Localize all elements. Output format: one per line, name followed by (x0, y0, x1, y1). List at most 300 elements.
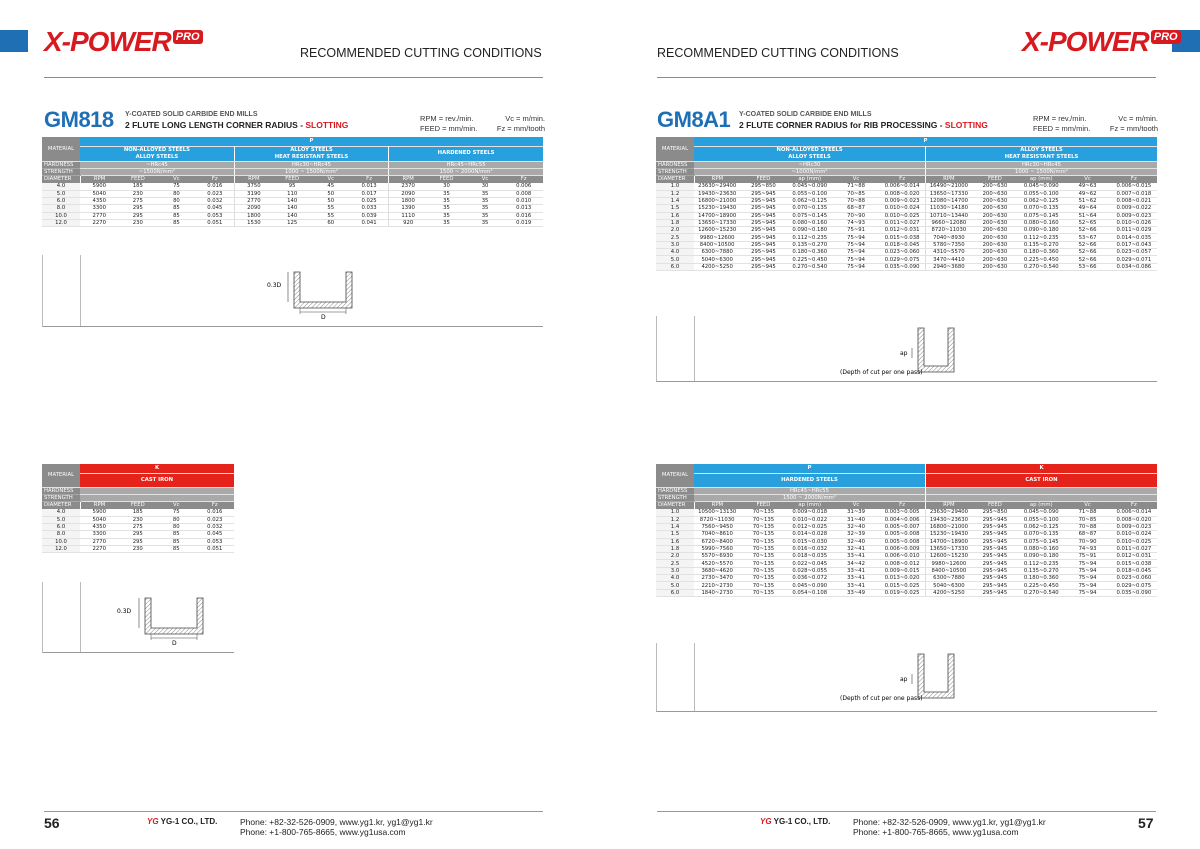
value-cell: 0.017 (350, 190, 389, 197)
value-cell: 49~63 (1064, 183, 1110, 190)
page-number-left: 56 (44, 815, 60, 831)
value-cell: 53~66 (1064, 263, 1110, 270)
ap-label: ap (900, 676, 908, 683)
value-cell: 2370 (389, 183, 428, 190)
diameter-cell: 2.5 (656, 234, 694, 241)
value-cell: 75~94 (1064, 567, 1110, 574)
value-cell: 55 (311, 205, 350, 212)
value-cell: 15230~19430 (694, 205, 740, 212)
value-cell: 0.055~0.100 (787, 190, 833, 197)
table-row (656, 575, 1157, 582)
diameter-cell: 1.6 (656, 538, 694, 545)
value-cell: 2270 (80, 545, 119, 552)
value-cell: 0.023 (196, 516, 235, 523)
value-cell: 0.012~0.025 (787, 523, 833, 530)
value-cell: 33~41 (833, 567, 879, 574)
value-cell: 0.015~0.038 (879, 234, 925, 241)
value-cell: 4520~5570 (694, 560, 740, 567)
group-hardened: HARDENED STEELS (694, 473, 925, 487)
value-cell: 0.005~0.007 (879, 523, 925, 530)
value-cell: 0.018~0.045 (879, 241, 925, 248)
column-header: ap (mm) (787, 502, 833, 509)
value-cell: 0.010 (504, 197, 543, 204)
value-cell: 0.051 (196, 545, 235, 552)
value-cell: 35 (427, 219, 466, 226)
value-cell: 0.006~0.014 (1111, 509, 1157, 516)
column-header: Vc (833, 502, 879, 509)
value-cell: 2090 (234, 205, 273, 212)
value-cell: 0.029~0.075 (879, 256, 925, 263)
value-cell: 0.017~0.043 (1111, 241, 1157, 248)
value-cell: 13650~17330 (925, 545, 971, 552)
value-cell: 85 (157, 538, 196, 545)
value-cell: 295 (119, 212, 158, 219)
hardness-value: HRc45~HRc55 (694, 487, 925, 494)
column-header: RPM (234, 176, 273, 183)
table-row (656, 545, 1157, 552)
value-cell: 295~945 (740, 190, 786, 197)
value-cell: 68~87 (1064, 531, 1110, 538)
value-cell: 295 (119, 531, 158, 538)
value-cell: 8400~10500 (694, 241, 740, 248)
product-subtitle-1-right: Y-COATED SOLID CARBIDE END MILLS (739, 111, 872, 118)
value-cell: 0.014~0.028 (787, 531, 833, 538)
table-row (42, 197, 543, 204)
diameter-cell: 4.0 (42, 183, 80, 190)
iso-p-label: P (80, 137, 543, 146)
value-cell: 0.045 (196, 531, 235, 538)
value-cell: 0.045 (196, 205, 235, 212)
hardness-value: ~HRc30 (694, 161, 925, 168)
product-code-right: GM8A1 (657, 107, 731, 132)
column-header: ap (mm) (1018, 502, 1064, 509)
value-cell: 95 (273, 183, 312, 190)
value-cell: 0.062~0.125 (1018, 197, 1064, 204)
diameter-d-label: D (321, 314, 326, 320)
value-cell: 0.135~0.270 (1018, 241, 1064, 248)
diameter-cell: 10.0 (42, 538, 80, 545)
value-cell: 3190 (234, 190, 273, 197)
value-cell: 75~91 (1064, 553, 1110, 560)
table-row (656, 263, 1157, 270)
value-cell: 0.011~0.029 (1111, 227, 1157, 234)
value-cell: 0.062~0.125 (787, 197, 833, 204)
table-row (656, 553, 1157, 560)
rib-diagram-right-1 (838, 326, 988, 378)
value-cell: 4200~5250 (694, 263, 740, 270)
value-cell: 33~41 (833, 575, 879, 582)
value-cell: 70~90 (833, 212, 879, 219)
cutting-table-gm818-p (42, 137, 543, 227)
value-cell: 19430~23630 (925, 516, 971, 523)
diameter-cell: 1.4 (656, 197, 694, 204)
table-row (656, 227, 1157, 234)
diameter-cell: 1.2 (656, 516, 694, 523)
iso-p-label: P (694, 464, 925, 473)
value-cell: 1840~2730 (694, 589, 740, 596)
iso-k-label: K (80, 464, 234, 473)
diameter-cell: 1.5 (656, 205, 694, 212)
column-header: RPM (80, 502, 119, 509)
value-cell: 70~135 (740, 523, 786, 530)
table-row (42, 190, 543, 197)
value-cell: 5040 (80, 190, 119, 197)
table-row (42, 545, 234, 552)
value-cell: 0.029~0.071 (1111, 256, 1157, 263)
value-cell: 80 (157, 516, 196, 523)
value-cell: 0.090~0.180 (1018, 553, 1064, 560)
value-cell: 0.112~0.235 (1018, 234, 1064, 241)
value-cell: 0.009~0.022 (1111, 205, 1157, 212)
value-cell: 75~94 (833, 241, 879, 248)
value-cell: 1800 (389, 197, 428, 204)
value-cell: 295~945 (740, 212, 786, 219)
depth-label: 0.3D (267, 282, 282, 289)
value-cell: 0.003~0.005 (879, 509, 925, 516)
group-cast-iron: CAST IRON (80, 473, 234, 487)
value-cell: 70~88 (1064, 523, 1110, 530)
value-cell: 35 (466, 190, 505, 197)
column-header: FEED (119, 176, 158, 183)
product-subtitle-2-left: 2 FLUTE LONG LENGTH CORNER RADIUS - SLOTTING (125, 120, 349, 130)
page-number-right: 57 (1138, 815, 1154, 831)
hardness-value: ~HRc45 (80, 161, 234, 168)
product-subtitle-2-right: 2 FLUTE CORNER RADIUS for RIB PROCESSING - SLOTTING (739, 120, 988, 130)
value-cell: 51~62 (1064, 197, 1110, 204)
table-row (656, 538, 1157, 545)
table-row (42, 538, 234, 545)
diameter-cell: 1.5 (656, 531, 694, 538)
value-cell: 52~66 (1064, 249, 1110, 256)
contact-info-right: Phone: +82-32-526-0909, www.yg1.kr, yg1@yg1.kr Phone: +1-800-765-8665, www.yg1usa.com (853, 817, 1046, 837)
value-cell: 74~93 (1064, 545, 1110, 552)
value-cell: 50 (311, 197, 350, 204)
value-cell: 0.014~0.035 (1111, 234, 1157, 241)
value-cell: 230 (119, 545, 158, 552)
value-cell: 0.008~0.020 (1111, 516, 1157, 523)
diameter-cell: 6.0 (656, 589, 694, 596)
value-cell: 0.075~0.145 (1018, 538, 1064, 545)
column-header: Vc (311, 176, 350, 183)
table-row (42, 531, 234, 538)
value-cell: 200~630 (972, 263, 1018, 270)
strength-value: 1000 ~ 1500N/mm² (234, 168, 388, 175)
value-cell: 0.180~0.360 (787, 249, 833, 256)
units-legend-right: RPM = rev./min. Vc = m/min. FEED = mm/min. Fz = mm/tooth (1033, 114, 1158, 133)
group-non-alloyed: NON-ALLOYED STEELS ALLOY STEELS (694, 146, 925, 161)
column-header: RPM (694, 502, 740, 509)
value-cell: 140 (273, 212, 312, 219)
value-cell: 30 (466, 183, 505, 190)
value-cell: 7040~8930 (925, 234, 971, 241)
diameter-cell: 4.0 (42, 509, 80, 516)
value-cell: 75~94 (833, 234, 879, 241)
table-row (656, 567, 1157, 574)
value-cell: 295~945 (972, 567, 1018, 574)
material-label: MATERIAL (42, 137, 80, 161)
value-cell: 34~42 (833, 560, 879, 567)
value-cell: 3750 (234, 183, 273, 190)
table-row (42, 219, 543, 226)
value-cell: 35 (427, 197, 466, 204)
value-cell: 1110 (389, 212, 428, 219)
value-cell: 295~945 (972, 531, 1018, 538)
diameter-cell: 1.0 (656, 183, 694, 190)
value-cell: 5900 (80, 183, 119, 190)
value-cell: 0.010~0.025 (1111, 538, 1157, 545)
value-cell: 0.016 (196, 183, 235, 190)
value-cell: 9980~12600 (694, 234, 740, 241)
diameter-cell: 3.0 (656, 241, 694, 248)
value-cell: 0.045~0.090 (787, 183, 833, 190)
value-cell: 295 (119, 538, 158, 545)
value-cell: 0.035~0.090 (1111, 589, 1157, 596)
page-tab-left (0, 30, 28, 52)
value-cell: 75~94 (1064, 560, 1110, 567)
table-row (656, 241, 1157, 248)
column-header: Vc (157, 176, 196, 183)
value-cell: 0.019~0.025 (879, 589, 925, 596)
value-cell: 0.019 (504, 219, 543, 226)
value-cell: 75~94 (1064, 589, 1110, 596)
column-header: ap (mm) (787, 176, 833, 183)
column-header: RPM (389, 176, 428, 183)
table-row (42, 516, 234, 523)
diameter-cell: 2.0 (656, 227, 694, 234)
strength-label: STRENGTH (42, 494, 80, 501)
diameter-cell: 2.5 (656, 560, 694, 567)
value-cell: 0.075~0.145 (1018, 212, 1064, 219)
value-cell: 1530 (234, 219, 273, 226)
page-header-left: RECOMMENDED CUTTING CONDITIONS (300, 46, 542, 60)
table-row (656, 582, 1157, 589)
value-cell: 0.045~0.090 (1018, 509, 1064, 516)
diameter-cell: 5.0 (42, 516, 80, 523)
value-cell: 0.007~0.018 (1111, 190, 1157, 197)
iso-k-label: K (925, 464, 1157, 473)
iso-p-label: P (694, 137, 1157, 146)
value-cell: 200~630 (972, 219, 1018, 226)
diameter-cell: 12.0 (42, 219, 80, 226)
value-cell: 0.005~0.008 (879, 531, 925, 538)
value-cell: 295~945 (740, 256, 786, 263)
value-cell: 85 (157, 212, 196, 219)
value-cell: 0.025 (350, 197, 389, 204)
value-cell: 68~87 (833, 205, 879, 212)
strength-value: 1500 ~ 2000N/mm² (389, 168, 543, 175)
value-cell: 200~630 (972, 249, 1018, 256)
material-label: MATERIAL (656, 137, 694, 161)
value-cell: 0.041 (350, 219, 389, 226)
hardness-label: HARDNESS (656, 487, 694, 494)
table-row (656, 509, 1157, 516)
value-cell: 70~85 (833, 190, 879, 197)
value-cell: 0.034~0.086 (1111, 263, 1157, 270)
value-cell: 295~945 (740, 241, 786, 248)
value-cell: 295~945 (972, 523, 1018, 530)
value-cell: 2940~3680 (925, 263, 971, 270)
value-cell: 0.009~0.018 (787, 509, 833, 516)
value-cell: 0.006~0.009 (879, 545, 925, 552)
value-cell: 0.270~0.540 (1018, 263, 1064, 270)
table-row (656, 212, 1157, 219)
column-header: Fz (879, 502, 925, 509)
diameter-cell: 4.0 (656, 575, 694, 582)
value-cell: 7560~9450 (694, 523, 740, 530)
column-header: Vc (1064, 502, 1110, 509)
value-cell: 70~135 (740, 538, 786, 545)
table-row (656, 205, 1157, 212)
value-cell: 185 (119, 183, 158, 190)
value-cell: 13650~17330 (694, 219, 740, 226)
value-cell: 80 (157, 197, 196, 204)
value-cell: 0.009~0.023 (879, 197, 925, 204)
value-cell: 2210~2730 (694, 582, 740, 589)
value-cell: 0.005~0.008 (879, 538, 925, 545)
value-cell: 0.062~0.125 (1018, 523, 1064, 530)
value-cell: 275 (119, 523, 158, 530)
value-cell: 295~945 (972, 553, 1018, 560)
diameter-cell: 1.0 (656, 509, 694, 516)
product-subtitle-1-left: Y-COATED SOLID CARBIDE END MILLS (125, 111, 258, 118)
value-cell: 74~93 (833, 219, 879, 226)
value-cell: 16490~21000 (925, 183, 971, 190)
value-cell: 11030~14180 (925, 205, 971, 212)
diameter-cell: 8.0 (42, 205, 80, 212)
value-cell: 0.075~0.145 (787, 212, 833, 219)
value-cell: 295~945 (740, 205, 786, 212)
value-cell: 0.090~0.180 (787, 227, 833, 234)
value-cell: 0.080~0.160 (787, 219, 833, 226)
hardness-value: HRc30~HRc45 (234, 161, 388, 168)
diameter-cell: 6.0 (656, 263, 694, 270)
value-cell: 230 (119, 190, 158, 197)
value-cell: 0.135~0.270 (1018, 567, 1064, 574)
value-cell: 295~945 (740, 249, 786, 256)
value-cell: 52~66 (1064, 256, 1110, 263)
value-cell: 230 (119, 516, 158, 523)
column-header: Fz (879, 176, 925, 183)
value-cell: 30 (427, 183, 466, 190)
value-cell: 295~945 (972, 582, 1018, 589)
column-header: Fz (196, 176, 235, 183)
value-cell: 70~135 (740, 545, 786, 552)
value-cell: 85 (157, 531, 196, 538)
value-cell: 5780~7350 (925, 241, 971, 248)
value-cell: 0.010~0.022 (787, 516, 833, 523)
diameter-cell: 4.0 (656, 249, 694, 256)
value-cell: 9660~12080 (925, 219, 971, 226)
value-cell: 920 (389, 219, 428, 226)
value-cell: 200~630 (972, 190, 1018, 197)
diameter-cell: 2.0 (656, 553, 694, 560)
value-cell: 5990~7560 (694, 545, 740, 552)
value-cell: 3300 (80, 205, 119, 212)
diameter-label: DIAMETER (656, 502, 694, 509)
contact-info-left: Phone: +82-32-526-0909, www.yg1.kr, yg1@yg1.kr Phone: +1-800-765-8665, www.yg1usa.com (240, 817, 433, 837)
value-cell: 0.090~0.180 (1018, 227, 1064, 234)
value-cell: 0.015~0.038 (1111, 560, 1157, 567)
value-cell: 70~85 (1064, 516, 1110, 523)
column-header: ap (mm) (1018, 176, 1064, 183)
column-header: FEED (119, 502, 158, 509)
value-cell: 0.051 (196, 219, 235, 226)
value-cell: 0.055~0.100 (1018, 516, 1064, 523)
value-cell: 0.010~0.024 (1111, 531, 1157, 538)
value-cell: 295~945 (972, 545, 1018, 552)
column-header: FEED (972, 176, 1018, 183)
cutting-table-gm8a1-p (656, 137, 1157, 271)
value-cell: 31~39 (833, 509, 879, 516)
diameter-cell: 3.0 (656, 567, 694, 574)
header-rule-left (44, 77, 543, 78)
value-cell: 12600~15230 (694, 227, 740, 234)
units-legend-left: RPM = rev./min. Vc = m/min. FEED = mm/min. Fz = mm/tooth (420, 114, 545, 133)
value-cell: 295~945 (972, 589, 1018, 596)
value-cell: 33~41 (833, 582, 879, 589)
product-code-left: GM818 (44, 107, 114, 132)
value-cell: 70~135 (740, 531, 786, 538)
cutting-table-gm818-k (42, 464, 234, 553)
value-cell: 0.032 (196, 197, 235, 204)
value-cell: 0.054~0.108 (787, 589, 833, 596)
value-cell: 200~630 (972, 227, 1018, 234)
group-cast-iron: CAST IRON (925, 473, 1157, 487)
value-cell: 0.012~0.031 (1111, 553, 1157, 560)
table-row (42, 509, 234, 516)
value-cell: 0.004~0.006 (879, 516, 925, 523)
value-cell: 0.053 (196, 538, 235, 545)
value-cell: 0.035~0.090 (879, 263, 925, 270)
value-cell: 0.010~0.026 (1111, 219, 1157, 226)
table-row (656, 560, 1157, 567)
column-header: FEED (273, 176, 312, 183)
value-cell: 0.023~0.057 (1111, 249, 1157, 256)
value-cell: 70~88 (833, 197, 879, 204)
value-cell: 12600~15230 (925, 553, 971, 560)
value-cell: 295~945 (972, 560, 1018, 567)
value-cell: 0.015~0.030 (787, 538, 833, 545)
value-cell: 0.013 (350, 183, 389, 190)
value-cell: 1800 (234, 212, 273, 219)
value-cell: 0.225~0.450 (1018, 256, 1064, 263)
value-cell: 0.016 (196, 509, 235, 516)
value-cell: 0.080~0.160 (1018, 545, 1064, 552)
value-cell: 70~90 (1064, 538, 1110, 545)
strength-value: ~1500N/mm² (80, 168, 234, 175)
value-cell: 10500~13130 (694, 509, 740, 516)
value-cell: 50 (311, 190, 350, 197)
footer-rule-left (44, 811, 543, 812)
strength-label: STRENGTH (656, 494, 694, 501)
hardness-value: HRc45~HRc55 (389, 161, 543, 168)
diameter-cell: 1.4 (656, 523, 694, 530)
value-cell: 70~135 (740, 575, 786, 582)
value-cell: 200~630 (972, 241, 1018, 248)
column-header: FEED (740, 176, 786, 183)
footer-rule-right (657, 811, 1156, 812)
strength-label: STRENGTH (42, 168, 80, 175)
value-cell: 49~62 (1064, 190, 1110, 197)
slot-diagram-left-1 (262, 268, 362, 320)
value-cell: 140 (273, 205, 312, 212)
value-cell: 71~88 (833, 183, 879, 190)
column-header: RPM (694, 176, 740, 183)
value-cell: 4350 (80, 197, 119, 204)
value-cell: 0.015~0.025 (879, 582, 925, 589)
value-cell: 75 (157, 509, 196, 516)
value-cell: 2270 (80, 219, 119, 226)
